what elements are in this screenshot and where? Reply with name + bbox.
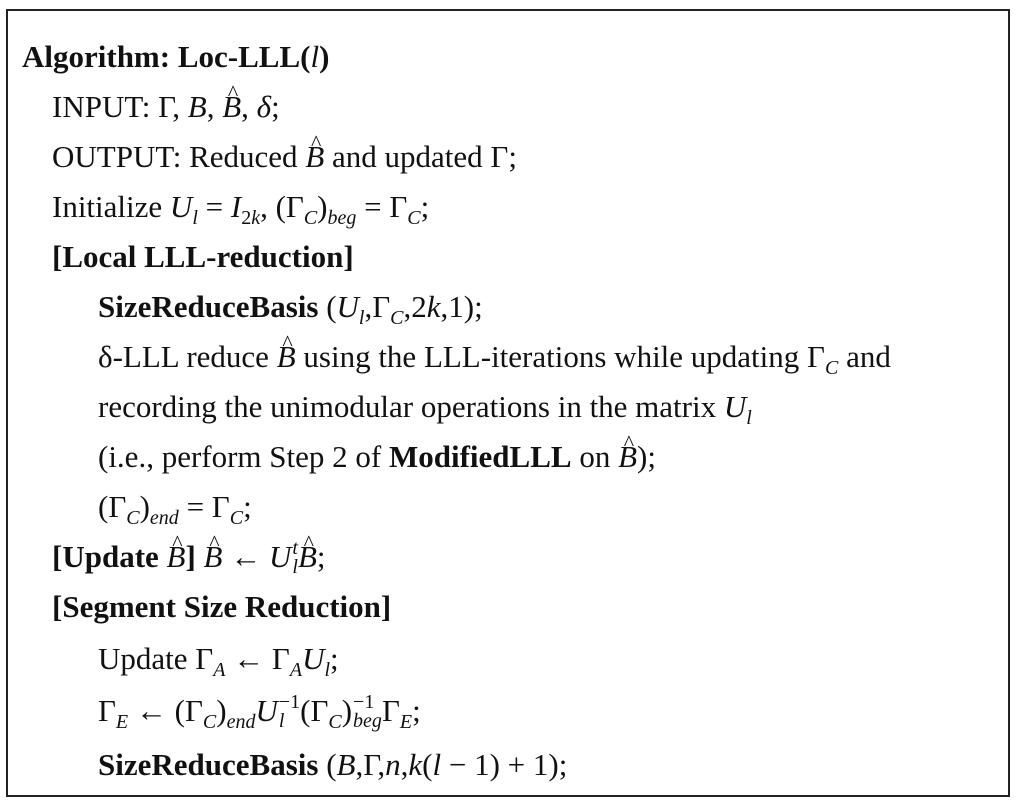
gamma-e-line: $\Gamma_E$ ← $(\Gamma_C)_{end}U$ −1 l $(\Gamma_C)$ −1 beg $\Gamma_E$; — [98, 690, 421, 733]
update-gamma-line: Update $\Gamma_A$ ← $\Gamma_AU_l$; — [98, 641, 339, 681]
local-lll-heading — [52, 237, 354, 277]
output-label: OUTPUT: Reduced — [52, 139, 298, 174]
algorithm-title — [22, 37, 329, 77]
size-reduce-line-1: SizeReduceBasis $(U_l,\Gamma_C,2k,1)$; — [98, 289, 483, 329]
title-param: l — [310, 39, 320, 74]
delta-lll-label: δ-LLL reduce — [98, 339, 269, 374]
size-reduce-label-1: SizeReduceBasis — [98, 289, 319, 324]
update-b-line: [Update ^ B] ^ B ← U t l ^ B; — [52, 537, 326, 577]
delta-lll-and: and — [846, 339, 891, 374]
title-label: Algorithm: Loc-LLL( — [22, 39, 311, 74]
segment-size-label: [Segment Size Reduction] — [52, 589, 392, 624]
title-close: ) — [319, 39, 330, 74]
size-reduce-line-2: SizeReduceBasis (B,Γ,n,k(l − 1) + 1); — [98, 747, 568, 782]
recording-line: recording the unimodular operations in the matrix $U_l$ — [98, 389, 752, 429]
segment-size-heading — [52, 587, 391, 627]
ie-on: on — [579, 439, 611, 474]
initialize-line: Initialize $U_l = I_{2k}$, $(\Gamma_C)_{beg} = \Gamma_C$; — [52, 189, 430, 229]
initialize-label: Initialize — [52, 189, 163, 224]
output-suffix: and updated Γ; — [332, 139, 517, 174]
recording-text: recording the unimodular operations in the matrix — [98, 389, 717, 424]
local-lll-label: [Local LLL-reduction] — [52, 239, 354, 274]
input-label: INPUT: — [52, 89, 151, 124]
delta-lll-text: using the LLL-iterations while updating — [303, 339, 800, 374]
algorithm-box — [6, 9, 1010, 797]
ie-line: (i.e., perform Step 2 of ModifiedLLL on ^ B); — [98, 437, 656, 477]
modified-lll-label: ModifiedLLL — [388, 439, 572, 474]
update-b-label: [Update — [52, 539, 159, 574]
ie-text: (i.e., perform Step 2 of — [98, 439, 382, 474]
input-line: INPUT: Γ, B, ^ B, δ; — [52, 87, 280, 127]
gamma-end-line: $(\Gamma_C)_{end} = \Gamma_C$; — [98, 489, 252, 529]
delta-lll-line: δ-LLL reduce ^ B using the LLL-iterations while updating $\Gamma_C$ and — [98, 337, 891, 377]
output-line: OUTPUT: Reduced ^ B and updated Γ; — [52, 137, 517, 177]
size-reduce-label-2: SizeReduceBasis — [98, 747, 319, 782]
update-gamma-label: Update — [98, 641, 188, 676]
